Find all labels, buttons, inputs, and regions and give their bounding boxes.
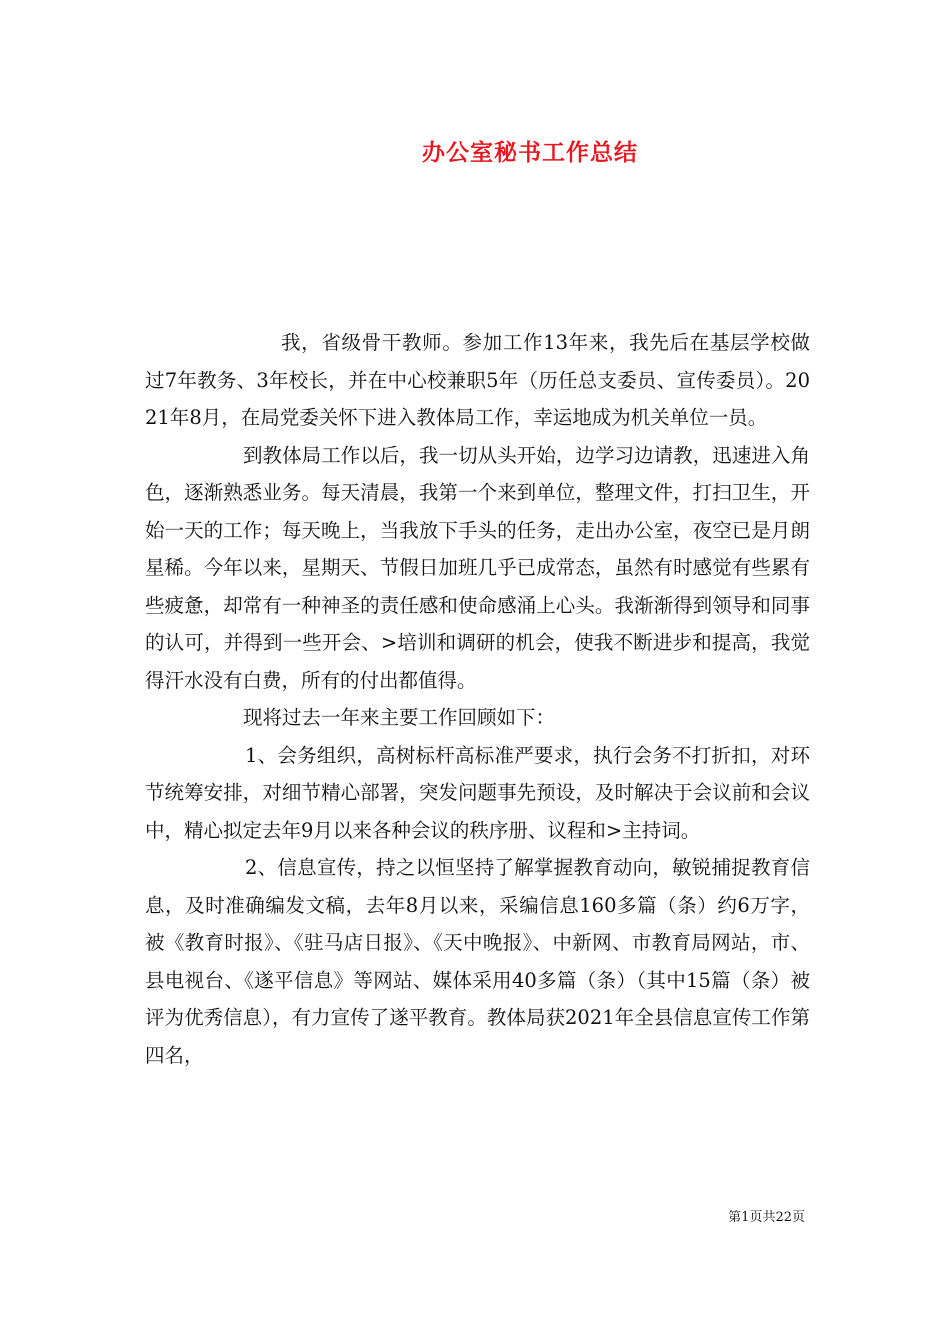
paragraph-intro: 我，省级骨干教师。参加工作13年来，我先后在基层学校做过7年教务、3年校长，并在中心校兼职5年（历任总支委员、宣传委员）。2021年8月，在局党委关怀下进入教体局工作，幸运地成为机关单位一员。 [145,331,810,429]
paragraph-work-start: 到教体局工作以后，我一切从头开始，边学习边请教，迅速进入角色，逐渐熟悉业务。每天清晨，我第一个来到单位，整理文件，打扫卫生，开始一天的工作；每天晚上，当我放下手头的任务，走出办公室，夜空已是月朗星稀。今年以来，星期天、节假日加班几乎已成常态，虽然有时感觉有些累有些疲惫，却常有一种神圣的责任感和使命感涌上心头。我渐渐得到领导和同事的认可，并得到一些开会、>培训和调研的机会，使我不断进步和提高，我觉得汗水没有白费，所有的付出都值得。 [145,443,810,692]
document-title: 办公室秘书工作总结 [422,139,638,166]
document-body [145,324,810,1074]
page-indicator: 第1页共22页 [728,1210,805,1225]
paragraph-item-meetings: 1、会务组织，高树标杆高标准严要求，执行会务不打折扣，对环节统筹安排，对细节精心部署，突发问题事先预设，及时解决于会议前和会议中，精心拟定去年9月以来各种会议的秩序册、议程和>主持词。 [145,743,810,842]
paragraph-item-publicity: 2、信息宣传，持之以恒坚持了解掌握教育动向，敏锐捕捉教育信息，及时准确编发文稿，去年8月以来，采编信息160多篇（条）约6万字，被《教育时报》、《驻马店日报》、《天中晚报》、中新网、市教育局网站，市、县电视台、《遂平信息》等网站、媒体采用40多篇（条）（其中15篇（条）被评为优秀信息），有力宣传了遂平教育。教体局获2021年全县信息宣传工作第四名， [145,856,810,1067]
paragraph-review-lead: 现将过去一年来主要工作回顾如下： [243,706,556,729]
